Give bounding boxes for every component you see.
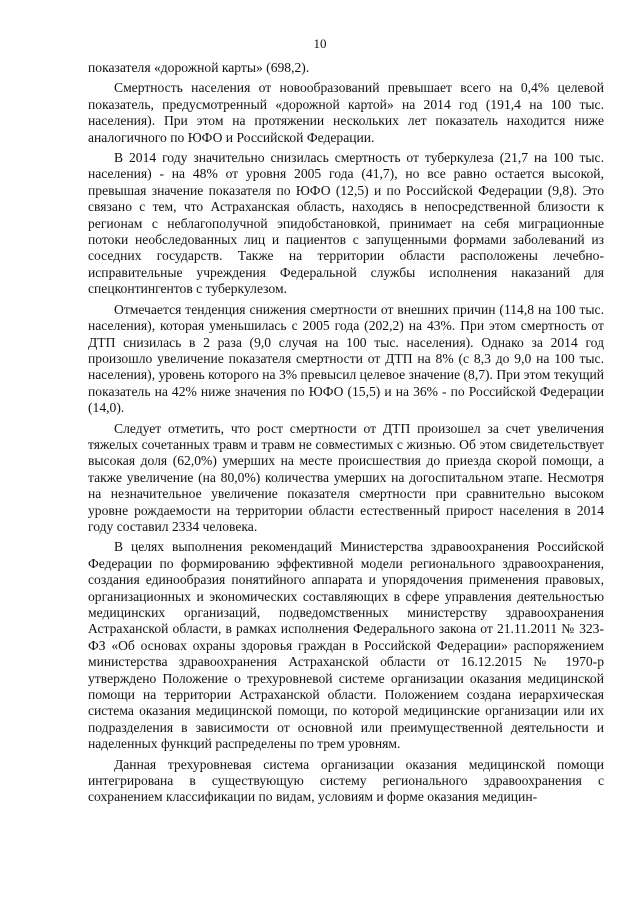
paragraph-tuberculosis-mortality: В 2014 году значительно снизилась смертность от туберкулеза (21,7 на 100 тыс. населения) - на 48% от уровня 2005 года (41,7), но все равно остается высокой, превышая значение показателя по ЮФО (12,5) и по Российской Федерации (9,8). Это связано с тем, что Астраханская область, находясь в непосредственной близости к регионам с неблагополучной эпидобстановкой, принимает на себя миграционные потоки необследованных лиц и пациентов с запущенными формами заболеваний из соседних государств. Также на территории области расположены лечебно-исправительные учреждения Федеральной службы исполнения наказаний для спецконтингентов с туберкулезом.: [88, 150, 604, 297]
paragraph-neoplasm-mortality: Смертность населения от новообразований превышает всего на 0,4% целевой показатель, предусмотренный «дорожной картой» на 2014 год (191,4 на 100 тыс. населения). При этом на протяжении нескольких лет показатель находится ниже аналогичного по ЮФО и Российской Федерации.: [88, 80, 604, 145]
paragraph-three-level-system-integration: Данная трехуровневая система организации оказания медицинской помощи интегрирована в существующую систему регионального здравоохранения с сохранением классификации по видам, условиям и форме оказания медицин-: [88, 756, 604, 805]
paragraph-roadmap-continuation: показателя «дорожной карты» (698,2).: [88, 60, 310, 75]
document-body: [88, 60, 604, 806]
paragraph-external-causes-mortality: Отмечается тенденция снижения смертности от внешних причин (114,8 на 100 тыс. населения), которая уменьшилась с 2005 года (202,2) на 43%. При этом смертность от ДТП снизилась в 2 раза (9,0 случая на 100 тыс. населения). Однако за 2014 год произошло увеличение показателя смертности от ДТП на 8% (с 8,3 до 9,0 на 100 тыс. населения), уровень которого на 3% превысил целевое значение (8,7). При этом текущий показатель на 42% ниже значения по ЮФО (15,5) и на 36% - по Российской Федерации (14,0).: [88, 301, 604, 416]
paragraph-three-level-system-order: В целях выполнения рекомендаций Министерства здравоохранения Российской Федерации по формированию эффективной модели регионального здравоохранения, создания единообразия понятийного аппарата и упорядочения применения правовых, организационных и экономических составляющих в сфере управления деятельностью медицинских организаций, подведомственных министерству здравоохранения Астраханской области, в рамках исполнения Федерального закона от 21.11.2011 № 323-ФЗ «Об основах охраны здоровья граждан в Российской Федерации» распоряжением министерства здравоохранения Астраханской области от 16.12.2015 № 1970-р утверждено Положение о трехуровневой системе организации оказания медицинской помощи на территории Астраханской области. Положением создана иерархическая система оказания медицинской помощи, по которой медицинские организации или их подразделения в зависимости от основной или преимущественной деятельности и наделенных функций распределены по трем уровням.: [88, 539, 604, 752]
page-number: 10: [313, 36, 327, 51]
paragraph-road-traffic-deaths: Следует отметить, что рост смертности от ДТП произошел за счет увеличения тяжелых сочетанных травм и травм не совместимых с жизнью. Об этом свидетельствует высокая доля (62,0%) умерших на месте происшествия до приезда скорой помощи, а также увеличение (на 80,0%) количества умерших на догоспитальном этапе. Несмотря на незначительное увеличение показателя смертности при сравнительно высоком уровне рождаемости на территории области естественный прирост населения в 2014 году составил 2334 человека.: [88, 420, 604, 534]
